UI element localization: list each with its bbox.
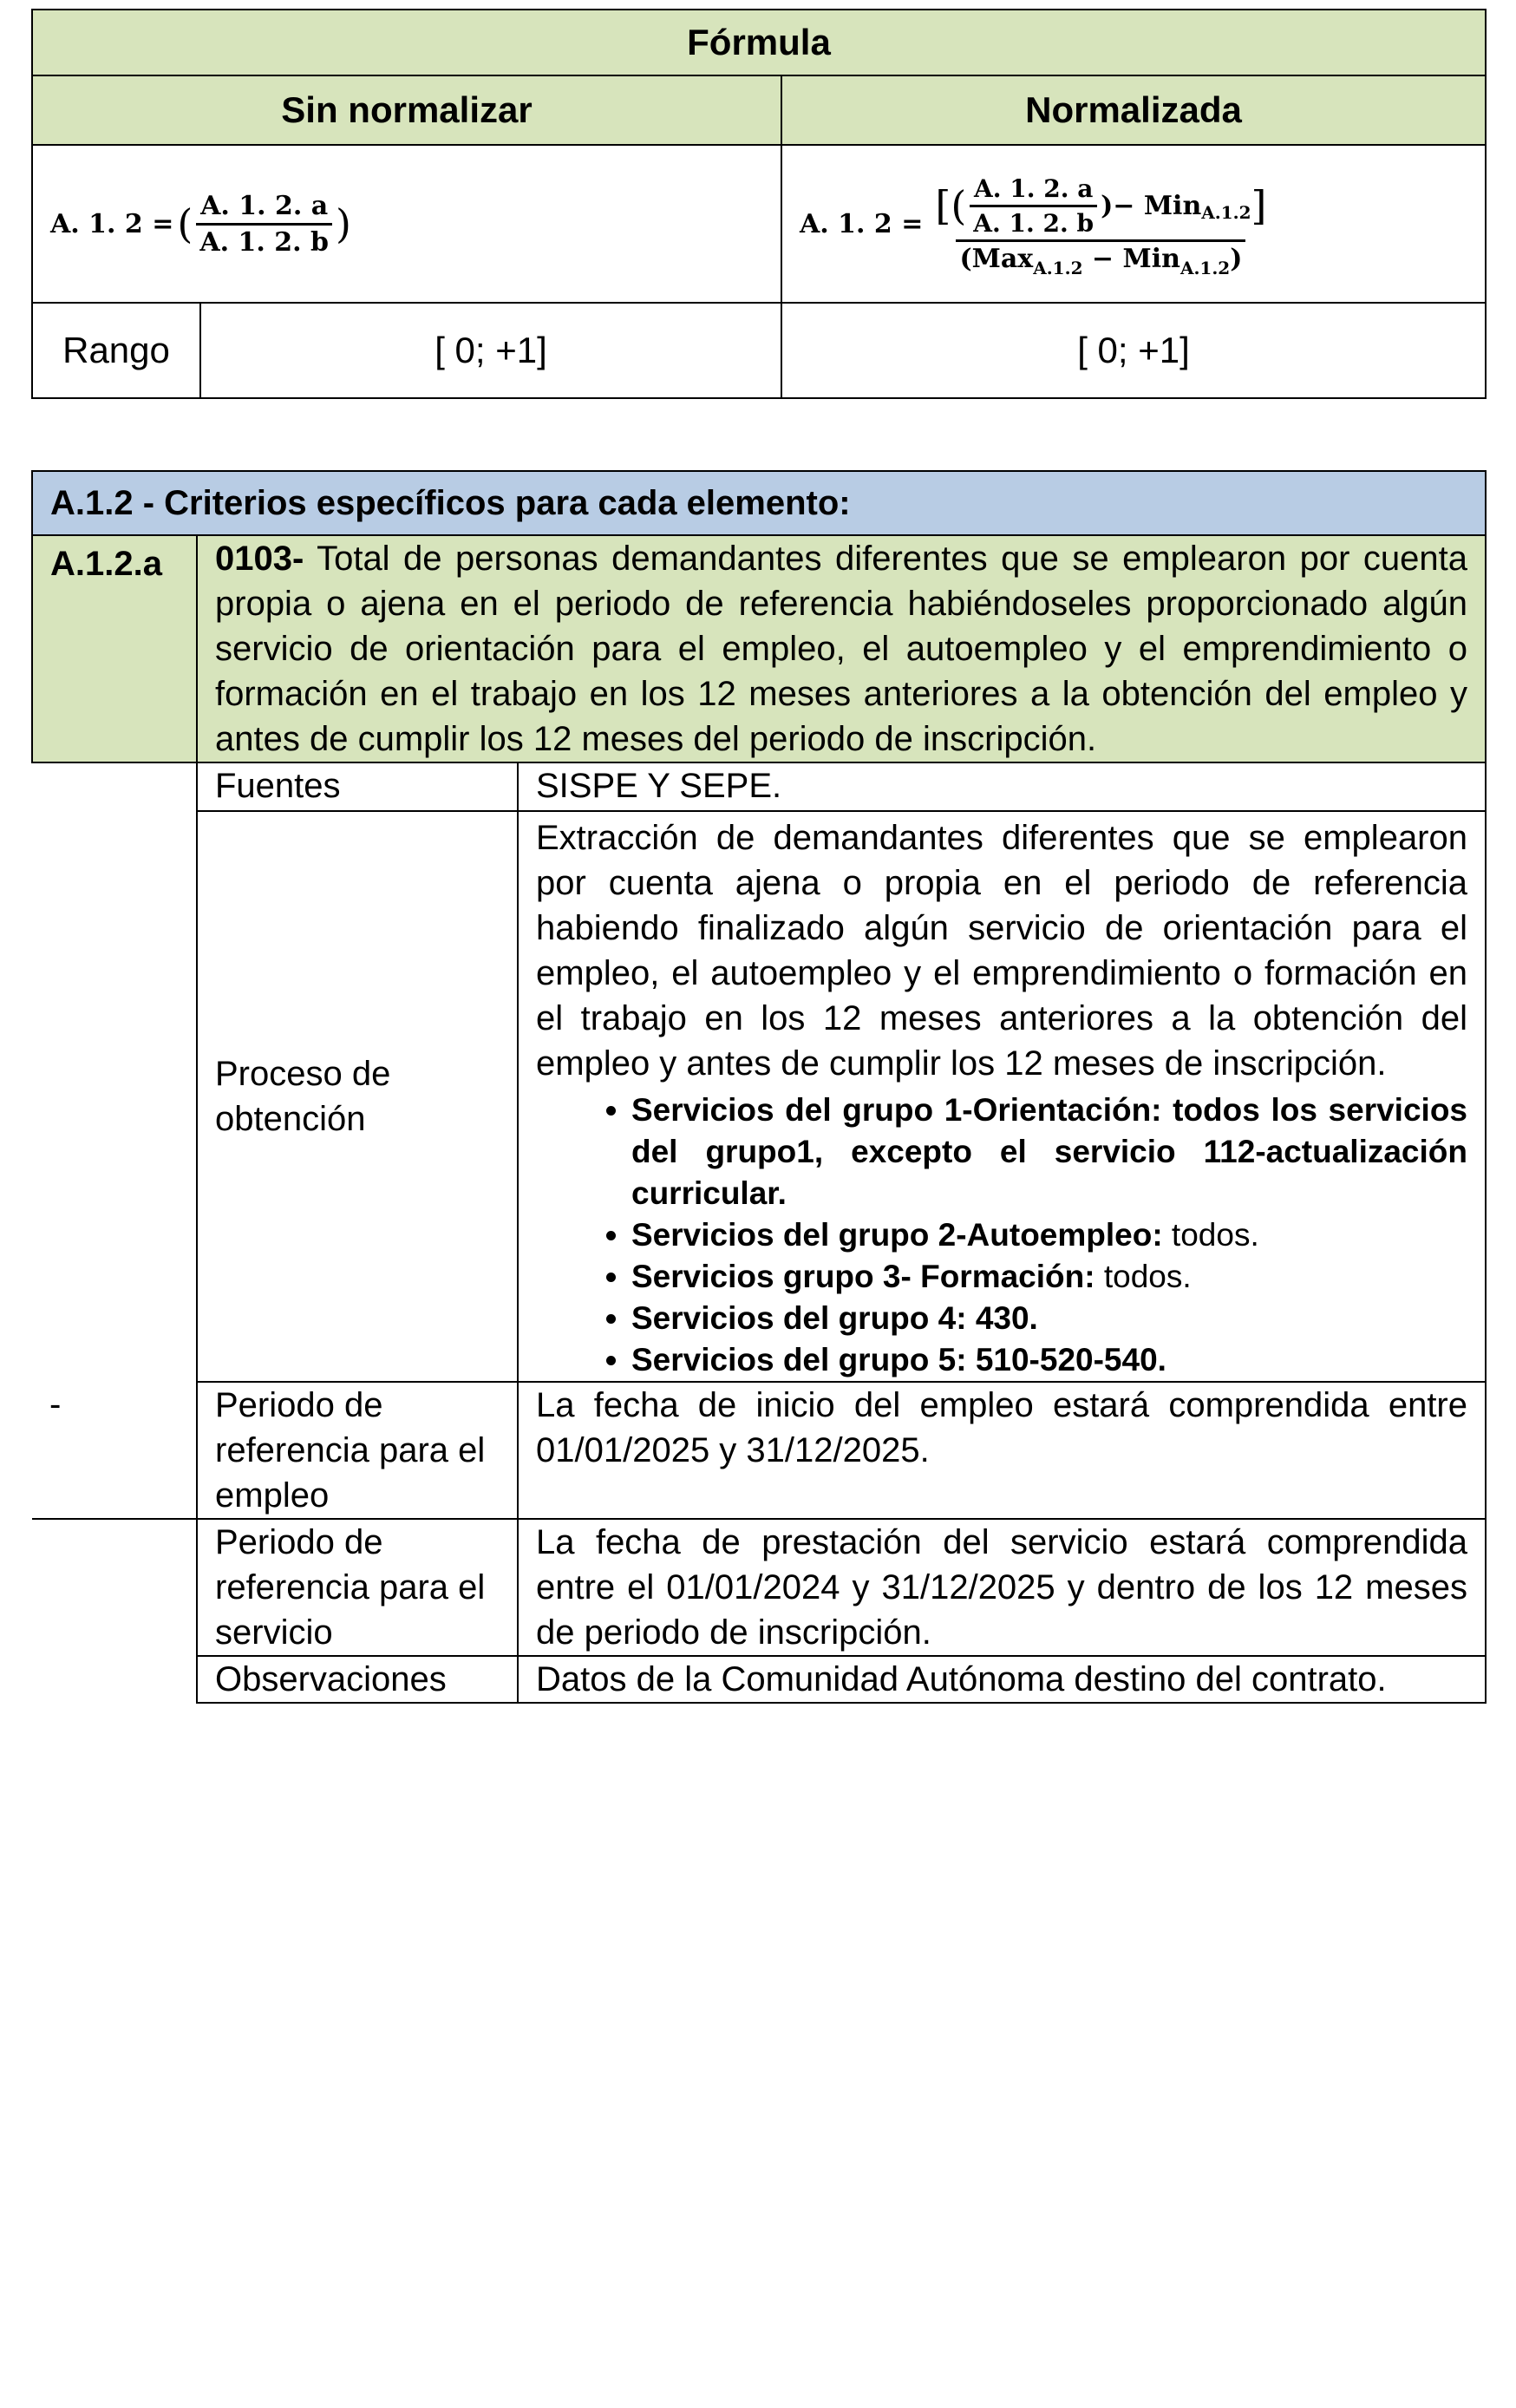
fuentes-label: Fuentes bbox=[197, 762, 518, 811]
servicio-value: La fecha de prestación del servicio estará comprendida entre el 01/01/2024 y 31/12/2025 y dentro de los 12 meses de periodo de inscripción. bbox=[518, 1519, 1486, 1656]
criteria-table bbox=[31, 470, 1487, 1704]
criteria-header: A.1.2 - Criterios específicos para cada elemento: bbox=[32, 471, 1486, 535]
fuentes-value: SISPE Y SEPE. bbox=[518, 762, 1486, 811]
blank-cell bbox=[32, 762, 197, 811]
dash-cell: - bbox=[32, 1382, 197, 1519]
list-item bbox=[631, 1214, 1467, 1256]
formula-numerator: A. 1. 2. a bbox=[200, 190, 329, 221]
min-subscript: A.1.2 bbox=[1201, 202, 1251, 223]
normalized-inner-denominator: A. 1. 2. b bbox=[970, 205, 1097, 238]
bullet-rest: todos. bbox=[1095, 1259, 1192, 1294]
description-code: 0103- bbox=[215, 540, 304, 578]
range-right: [ 0; +1] bbox=[781, 303, 1486, 398]
list-item bbox=[631, 1256, 1467, 1298]
max-subscript: A.1.2 bbox=[1033, 257, 1083, 278]
bullet-bold: Servicios grupo 3- Formación: bbox=[631, 1259, 1095, 1294]
proceso-cell bbox=[518, 811, 1486, 1382]
services-list bbox=[536, 1089, 1467, 1381]
bullet-rest: todos. bbox=[1162, 1217, 1259, 1253]
open-bracket: [( bbox=[935, 182, 967, 229]
normalized-inner-numerator: A. 1. 2. a bbox=[974, 173, 1094, 203]
formula-header: Fórmula bbox=[32, 10, 1486, 75]
min-term: )− Min bbox=[1101, 190, 1202, 221]
den-min-term: − Min bbox=[1082, 243, 1180, 274]
formula-normalized bbox=[781, 145, 1486, 303]
range-left: [ 0; +1] bbox=[200, 303, 781, 398]
formula-denominator: A. 1. 2. b bbox=[196, 223, 332, 258]
col-normalizada: Normalizada bbox=[781, 75, 1486, 145]
element-code: A.1.2.a bbox=[32, 535, 197, 762]
blank-cell bbox=[32, 811, 197, 1382]
bullet-bold: Servicios del grupo 4: 430. bbox=[631, 1300, 1038, 1336]
bullet-bold: Servicios del grupo 2-Autoempleo: bbox=[631, 1217, 1163, 1253]
proceso-label: Proceso de obtención bbox=[197, 811, 518, 1382]
den-close-paren: ) bbox=[1230, 243, 1243, 274]
empleo-label: Periodo de referencia para el empleo bbox=[197, 1382, 518, 1519]
den-min-subscript: A.1.2 bbox=[1179, 257, 1231, 278]
formula-table bbox=[31, 9, 1487, 399]
formula-unnormalized: A. 1. 2 = ( $\frac{A. 1. 2. a}{A. 1. 2. b}$ ) bbox=[32, 145, 781, 303]
empleo-value: La fecha de inicio del empleo estará comprendida entre 01/01/2025 y 31/12/2025. bbox=[518, 1382, 1486, 1519]
range-label: Rango bbox=[32, 303, 200, 398]
close-bracket: ] bbox=[1251, 182, 1267, 229]
proceso-value: Extracción de demandantes diferentes que se emplearon por cuenta ajena o propia en el periodo de referencia habiendo finalizado algún servicio de orientación para el empleo, el autoempleo y el emprendimiento o formación en el trabajo en los 12 meses anteriores a la obtención del empleo y antes de cumplir los 12 meses de inscripción. bbox=[536, 819, 1467, 1083]
list-item bbox=[631, 1298, 1467, 1339]
formula-lhs: A. 1. 2 = bbox=[50, 208, 174, 239]
description-text: Total de personas demandantes diferentes que se emplearon por cuenta propia o ajena en el periodo de referencia habiéndoseles proporcionado algún servicio de orientación para el empleo, el autoempleo y el emprendimiento o formación en el trabajo en los 12 meses anteriores a la obtención del empleo y antes de cumplir los 12 meses del periodo de inscripción. bbox=[215, 540, 1467, 758]
servicio-label: Periodo de referencia para el servicio bbox=[197, 1519, 518, 1656]
list-item bbox=[631, 1089, 1467, 1214]
element-description bbox=[197, 535, 1486, 762]
observaciones-label: Observaciones bbox=[197, 1656, 518, 1703]
list-item bbox=[631, 1339, 1467, 1381]
blank-cell bbox=[32, 1656, 197, 1703]
formula-lhs-normalized: A. 1. 2 = bbox=[800, 208, 924, 239]
col-sin-normalizar: Sin normalizar bbox=[32, 75, 781, 145]
blank-cell bbox=[32, 1519, 197, 1656]
bullet-bold: Servicios del grupo 1-Orientación: todos los servicios del grupo1, excepto el servicio 112-actualización curricular. bbox=[631, 1092, 1467, 1211]
observaciones-value: Datos de la Comunidad Autónoma destino del contrato. bbox=[518, 1656, 1486, 1703]
bullet-bold: Servicios del grupo 5: 510-520-540. bbox=[631, 1342, 1166, 1377]
max-term: (Max bbox=[959, 243, 1034, 274]
